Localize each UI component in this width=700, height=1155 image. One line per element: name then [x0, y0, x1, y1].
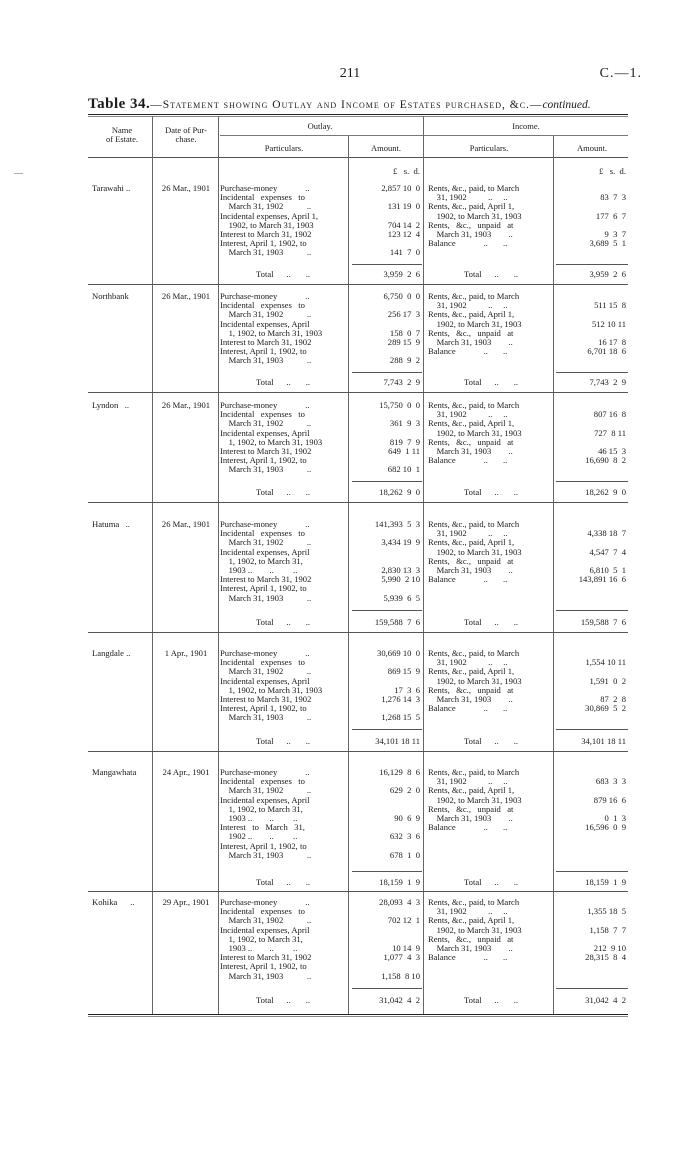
header-outlay-amount: Amount. [371, 143, 401, 153]
col-line-4 [423, 116, 424, 1014]
outlay-total: 31,042 4 2 [379, 995, 420, 1005]
document-code: C.—1. [599, 66, 642, 81]
outlay-amounts: 28,093 4 3 702 12 1 10 14 9 1,077 4 3 1,158 8 10 [379, 897, 420, 981]
estate-rule [88, 284, 628, 285]
outlay-amounts: 15,750 0 0 361 9 3 819 7 9 649 1 11 682 10 1 [379, 400, 420, 475]
total-label: Total .. .. [256, 377, 311, 387]
income-subtotal-rule [556, 988, 628, 989]
outlay-particulars: Purchase-money .. Incidental expenses to March 31, 1902 .. Incidental expenses, April 1, 1902, to March 31, 1903 Interest to March 31, 1902 Interest, April 1, 1902, to March 31, 1903 .. [220, 291, 323, 366]
outlay-total: 159,588 7 6 [374, 617, 420, 627]
outlay-total: 7,743 2 9 [383, 377, 420, 387]
outlay-subtotal-rule [352, 372, 422, 373]
outlay-amounts: 141,393 5 3 3,434 19 9 2,830 13 3 5,990 2 10 5,939 6 5 [374, 519, 420, 603]
total-label: Total .. .. [256, 995, 311, 1005]
outlay-subtotal-rule [352, 610, 422, 611]
estate-date: 24 Apr., 1901 [162, 767, 210, 777]
header-income: Income. [512, 121, 540, 131]
header-income-amount: Amount. [577, 143, 607, 153]
income-amounts: 807 16 8 727 8 11 46 15 3 16,690 8 2 [585, 409, 626, 466]
income-total: 34,101 18 11 [581, 736, 626, 746]
income-particulars: Rents, &c., paid, to March 31, 1902 .. .. Rents, &c., paid, April 1, 1902, to March 31, 1903 Rents, &c., unpaid at March 31, 1903 .. Balance .. .. [428, 519, 522, 585]
outlay-particulars: Purchase-money .. Incidental expenses to March 31, 1902 .. Incidental expenses, April 1, 1902, to March 31, 1903 .. .. .. Interest to March 31, 1902 Interest, April 1, 1902, to March 31, 1903 .. [220, 519, 312, 603]
outlay-amounts: 16,129 8 6 629 2 0 90 6 9 632 3 6 678 1 0 [379, 767, 420, 860]
outlay-particulars: Purchase-money .. Incidental expenses to March 31, 1902 .. Incidental expenses, April 1, 1902, to March 31, 1903 Interest to March 31, 1902 Interest, April 1, 1902, to March 31, 1903 .. [220, 648, 323, 723]
income-particulars: Rents, &c., paid, to March 31, 1902 .. .. Rents, &c., paid, April 1, 1902, to March 31, 1903 Rents, &c., unpaid at March 31, 1903 .. Balance .. .. [428, 291, 522, 357]
estate-date: 1 Apr., 1901 [164, 648, 208, 658]
income-subtotal-rule [556, 481, 628, 482]
total-label: Total .. .. [256, 877, 311, 887]
table-number: Table 34. [88, 96, 151, 112]
outlay-amounts: 6,750 0 0 256 17 3 158 0 7 289 15 9 288 9 2 [383, 291, 420, 366]
outlay-particulars: Purchase-money .. Incidental expenses to March 31, 1902 .. Incidental expenses, April 1, 1902, to March 31, 1903 Interest to March 31, 1902 Interest, April 1, 1902, to March 31, 1903 .. [220, 183, 319, 258]
income-particulars: Rents, &c., paid, to March 31, 1902 .. .. Rents, &c., paid, April 1, 1902, to March 31, 1903 Rents, &c., unpaid at March 31, 1903 .. Balance .. .. [428, 183, 522, 249]
page-number: 211 [339, 66, 361, 81]
income-particulars: Rents, &c., paid, to March 31, 1902 .. .. Rents, &c., paid, April 1, 1902, to March 31, 1903 Rents, &c., unpaid at March 31, 1903 .. Balance .. .. [428, 767, 522, 833]
top-rule [88, 114, 628, 115]
income-total: 7,743 2 9 [589, 377, 626, 387]
margin-mark: — [14, 168, 23, 178]
outlay-total: 34,101 18 11 [375, 736, 420, 746]
estate-rule [88, 751, 628, 752]
header-outlay-particulars: Particulars. [264, 143, 304, 153]
income-total-label: Total .. .. [464, 617, 519, 627]
col-line-1 [152, 116, 153, 1014]
outlay-total: 3,959 2 6 [383, 269, 420, 279]
table-title-text: —Statement showing Outlay and Income of Estates purchased, &c.— [150, 99, 543, 111]
income-amounts: 4,338 18 7 4,547 7 4 6,810 5 1 143,891 16 6 [578, 528, 626, 585]
estate-name: Lyndon .. [92, 400, 130, 410]
estate-rule [88, 891, 628, 892]
income-total: 18,262 9 0 [585, 487, 626, 497]
income-amounts: 1,554 10 11 1,591 0 2 87 2 8 30,869 5 2 [585, 657, 626, 714]
income-total-label: Total .. .. [464, 877, 519, 887]
header-name: Name of Estate. [105, 125, 139, 144]
col-line-2 [218, 116, 219, 1014]
estate-name: Mangawhata [92, 767, 137, 777]
estate-date: 26 Mar., 1901 [161, 291, 211, 301]
income-total-label: Total .. .. [464, 487, 519, 497]
top-rule-thin [88, 116, 628, 117]
header-sub-rule [220, 135, 628, 136]
estate-name: Langdale .. [92, 648, 131, 658]
outlay-particulars: Purchase-money .. Incidental expenses to March 31, 1902 .. Incidental expenses, April 1, 1902, to March 31, 1903 .. .. .. Interest to March 31, 1902 .. .. .. Interest, April 1, 1902, to March 31, 1903 .. [220, 767, 312, 860]
income-total: 18,159 1 9 [585, 877, 626, 887]
estate-date: 29 Apr., 1901 [162, 897, 210, 907]
income-total-label: Total .. .. [464, 377, 519, 387]
income-total: 31,042 4 2 [585, 995, 626, 1005]
header-date: Date of Pur- chase. [165, 125, 207, 144]
bottom-rule-thin [88, 1016, 628, 1017]
estate-rule [88, 392, 628, 393]
income-subtotal-rule [556, 871, 628, 872]
header-bottom-rule [88, 157, 628, 158]
bottom-rule [88, 1014, 628, 1015]
estate-date: 26 Mar., 1901 [161, 183, 211, 193]
total-label: Total .. .. [256, 736, 311, 746]
income-total: 159,588 7 6 [580, 617, 626, 627]
income-subtotal-rule [556, 610, 628, 611]
income-amounts: 683 3 3 879 16 6 0 1 3 16,596 0 9 [585, 776, 626, 833]
total-label: Total .. .. [256, 617, 311, 627]
outlay-subtotal-rule [352, 481, 422, 482]
income-total: 3,959 2 6 [589, 269, 626, 279]
lsd-header-income: £ s. d. [599, 166, 626, 176]
income-amounts: 511 15 8 512 10 11 16 17 8 6,701 18 6 [587, 300, 626, 357]
income-subtotal-rule [556, 372, 628, 373]
estate-name: Northbank [92, 291, 129, 301]
estate-name: Kohika .. [92, 897, 135, 907]
outlay-subtotal-rule [352, 264, 422, 265]
total-label: Total .. .. [256, 487, 311, 497]
lsd-header-outlay: £ s. d. [393, 166, 420, 176]
estate-rule [88, 632, 628, 633]
outlay-amounts: 2,857 10 0 131 19 0 704 14 2 123 12 4 141 7 0 [381, 183, 420, 258]
table-title-continued: continued. [542, 99, 591, 111]
income-subtotal-rule [556, 729, 628, 730]
income-amounts: 1,355 18 5 1,158 7 7 212 9 10 28,315 8 4 [585, 906, 626, 963]
income-particulars: Rents, &c., paid, to March 31, 1902 .. .. Rents, &c., paid, April 1, 1902, to March 31, 1903 Rents, &c., unpaid at March 31, 1903 .. Balance .. .. [428, 648, 522, 714]
income-particulars: Rents, &c., paid, to March 31, 1902 .. .. Rents, &c., paid, April 1, 1902, to March 31, 1903 Rents, &c., unpaid at March 31, 1903 .. Balance .. .. [428, 897, 522, 963]
income-particulars: Rents, &c., paid, to March 31, 1902 .. .. Rents, &c., paid, April 1, 1902, to March 31, 1903 Rents, &c., unpaid at March 31, 1903 .. Balance .. .. [428, 400, 522, 466]
header-income-particulars: Particulars. [469, 143, 509, 153]
outlay-amounts: 30,669 10 0 869 15 9 17 3 6 1,276 14 3 1,268 15 5 [377, 648, 420, 723]
estate-name: Tarawahi .. [92, 183, 131, 193]
estate-name: Hatuma .. [92, 519, 130, 529]
income-subtotal-rule [556, 264, 628, 265]
income-total-label: Total .. .. [464, 995, 519, 1005]
outlay-subtotal-rule [352, 871, 422, 872]
outlay-total: 18,262 9 0 [379, 487, 420, 497]
outlay-total: 18,159 1 9 [379, 877, 420, 887]
estate-rule [88, 502, 628, 503]
header-outlay: Outlay. [307, 121, 333, 131]
total-label: Total .. .. [256, 269, 311, 279]
table-title [88, 96, 648, 113]
outlay-particulars: Purchase-money .. Incidental expenses to March 31, 1902 .. Incidental expenses, April 1, 1902, to March 31, 1903 Interest to March 31, 1902 Interest, April 1, 1902, to March 31, 1903 .. [220, 400, 323, 475]
outlay-particulars: Purchase-money .. Incidental expenses to March 31, 1902 .. Incidental expenses, April 1, 1902, to March 31, 1903 .. .. .. Interest to March 31, 1902 Interest, April 1, 1902, to March 31, 1903 .. [220, 897, 312, 981]
income-total-label: Total .. .. [464, 736, 519, 746]
income-amounts: 83 7 3 177 6 7 9 3 7 3,689 5 1 [589, 192, 626, 249]
income-total-label: Total .. .. [464, 269, 519, 279]
estate-date: 26 Mar., 1901 [161, 400, 211, 410]
outlay-subtotal-rule [352, 988, 422, 989]
outlay-subtotal-rule [352, 729, 422, 730]
estate-date: 26 Mar., 1901 [161, 519, 211, 529]
